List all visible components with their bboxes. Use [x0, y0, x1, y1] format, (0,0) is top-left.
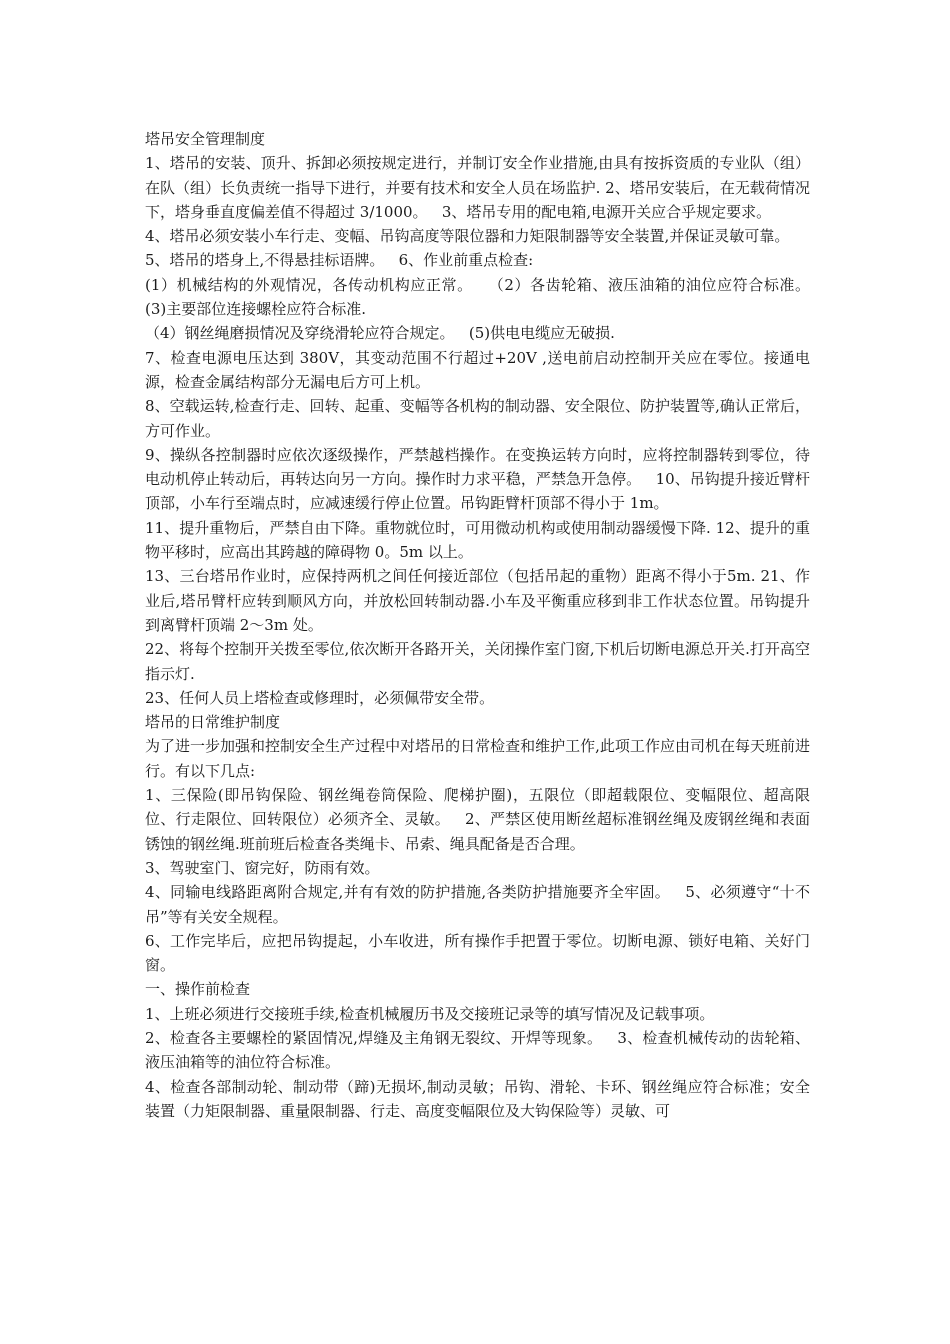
paragraph: 为了进一步加强和控制安全生产过程中对塔吊的日常检查和维护工作,此项工作应由司机在每天班前进行。有以下几点: [145, 737, 810, 780]
section-title: 一、操作前检查 [145, 980, 251, 999]
paragraph: 1、上班必须进行交接班手续,检查机械履历书及交接班记录等的填写情况及记载事项。 [145, 1004, 715, 1023]
paragraph: 13、三台塔吊作业时，应保持两机之间任何接近部位（包括吊起的重物）距离不得小于5m. 21、作业后,塔吊臂杆应转到顺风方向，并放松回转制动器.小车及平衡重应移到非工作状态位置。吊钩提升到离臂杆顶端 2～3m 处。 [145, 567, 810, 634]
paragraph: 3、驾驶室门、窗完好，防雨有效。 [145, 858, 380, 877]
paragraph: 4、同输电线路距离附合规定,并有有效的防护措施,各类防护措施要齐全牢固。 5、必须遵守“十不吊”等有关安全规程。 [145, 883, 810, 926]
paragraph: 4、检查各部制动轮、制动带（蹄)无损坏,制动灵敏；吊钩、滑轮、卡环、钢丝绳应符合标准；安全装置（力矩限制器、重量限制器、行走、高度变幅限位及大钩保险等）灵敏、可 [145, 1077, 810, 1120]
paragraph: 7、检查电源电压达到 380V，其变动范围不行超过+20V ,送电前启动控制开关应在零位。接通电源，检查金属结构部分无漏电后方可上机。 [145, 348, 810, 391]
paragraph: 6、工作完毕后，应把吊钩提起，小车收进，所有操作手把置于零位。切断电源、锁好电箱、关好门窗。 [145, 931, 810, 975]
paragraph: 1、三保险(即吊钩保险、钢丝绳卷筒保险、爬梯护圈)，五限位（即超载限位、变幅限位、超高限位、行走限位、回转限位）必须齐全、灵敏。 2、严禁区使用断丝超标准钢丝绳及废钢丝绳和表面锈蚀的钢丝绳.班前班后检查各类绳卡、吊索、绳具配备是否合理。 [145, 786, 810, 853]
paragraph: 5、塔吊的塔身上,不得悬挂标语牌。 6、作业前重点检查: [145, 251, 534, 270]
paragraph: 11、提升重物后，严禁自由下降。重物就位时，可用微动机构或使用制动器缓慢下降. 12、提升的重物平移时，应高出其跨越的障碍物 0。5m 以上。 [145, 518, 810, 562]
paragraph: 9、操纵各控制器时应依次逐级操作，严禁越档操作。在变换运转方向时，应将控制器转到零位，待电动机停止转动后，再转达向另一方向。操作时力求平稳，严禁急开急停。 10、吊钩提升接近臂杆顶部，小车行至端点时，应减速缓行停止位置。吊钩距臂杆顶部不得小于 1m。 [145, 445, 810, 513]
paragraph: 2、检查各主要螺栓的紧固情况,焊缝及主角钢无裂纹、开焊等现象。 3、检查机械传动的齿轮箱、液压油箱等的油位符合标准。 [145, 1028, 810, 1072]
paragraph: 4、塔吊必须安装小车行走、变幅、吊钩高度等限位器和力矩限制器等安全装置,并保证灵敏可靠。 [145, 227, 790, 246]
section-title: 塔吊的日常维护制度 [145, 713, 281, 732]
paragraph: 22、将每个控制开关拨至零位,依次断开各路开关，关闭操作室门窗,下机后切断电源总开关.打开高空指示灯. [145, 640, 810, 683]
document-title: 塔吊安全管理制度 [145, 130, 266, 148]
paragraph: （4）钢丝绳磨损情况及穿绕滑轮应符合规定。 (5)供电电缆应无破损. [145, 324, 615, 343]
paragraph: 23、任何人员上塔检查或修理时，必须佩带安全带。 [145, 688, 495, 707]
document-page [145, 127, 825, 1123]
paragraph: 1、塔吊的安装、顶升、拆卸必须按规定进行，并制订安全作业措施,由具有按拆资质的专业队（组）在队（组）长负责统一指导下进行，并要有技术和安全人员在场监护. 2、塔吊安装后，在无载荷情况下，塔身垂直度偏差值不得超过 3/1000。 3、塔吊专用的配电箱,电源开关应合乎规定要求。 [145, 154, 810, 221]
paragraph: (1）机械结构的外观情况，各传动机构应正常。 （2）各齿轮箱、液压油箱的油位应符合标准。 (3)主要部位连接螺栓应符合标准. [145, 275, 825, 319]
paragraph: 8、空载运转,检查行走、回转、起重、变幅等各机构的制动器、安全限位、防护装置等,确认正常后，方可作业。 [145, 397, 810, 440]
